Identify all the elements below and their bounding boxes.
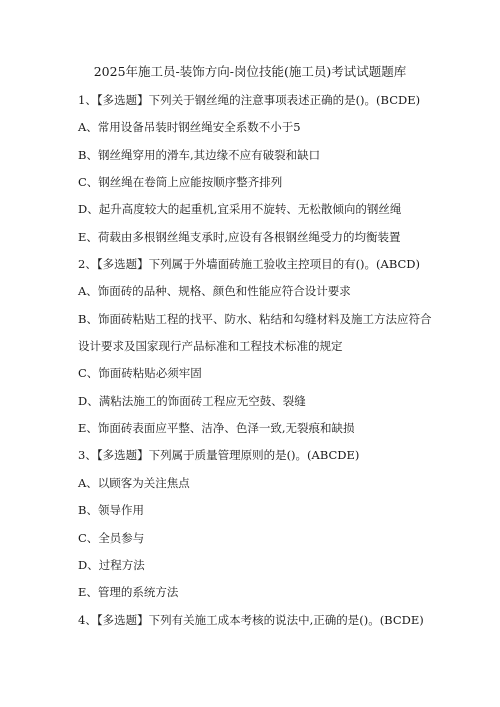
- question-3-option-b: B、领导作用: [78, 503, 144, 518]
- question-3-option-c: C、全员参与: [78, 530, 145, 545]
- question-2-option-e: E、饰面砖表面应平整、洁净、色泽一致,无裂痕和缺损: [78, 421, 355, 436]
- question-2-option-d: D、满粘法施工的饰面砖工程应无空鼓、裂缝: [78, 393, 306, 408]
- question-1-stem: 1、【多选题】下列关于钢丝绳的注意事项表述正确的是()。(BCDE): [78, 93, 421, 107]
- question-2-option-c: C、饰面砖粘贴必须牢固: [78, 366, 202, 381]
- question-4-stem: 4、【多选题】下列有关施工成本考核的说法中,正确的是()。(BCDE): [78, 612, 424, 627]
- question-list: [78, 92, 438, 639]
- question-1-option-c: C、钢丝绳在卷筒上应能按顺序整齐排列: [78, 175, 283, 190]
- question-2-option-b: B、饰面砖粘贴工程的找平、防水、粘结和勾缝材料及施工方法应符合: [78, 311, 432, 326]
- question-3-stem: 3、【多选题】下列属于质量管理原则的是()。(ABCDE): [78, 448, 360, 463]
- question-1-option-d: D、起升高度较大的起重机,宜采用不旋转、无松散倾向的钢丝绳: [78, 202, 402, 217]
- question-2-option-a: A、饰面砖的品种、规格、颜色和性能应符合设计要求: [78, 284, 351, 299]
- question-2-option-b-continuation: 设计要求及国家现行产品标准和工程技术标准的规定: [78, 339, 343, 354]
- question-1-option-a: A、常用设备吊装时钢丝绳安全系数不小于5: [78, 120, 301, 135]
- question-3-option-e: E、管理的系统方法: [78, 585, 179, 600]
- question-1-option-e: E、荷载由多根钢丝绳支承时,应设有各根钢丝绳受力的均衡装置: [78, 229, 401, 244]
- question-3-option-a: A、以顾客为关注焦点: [78, 475, 190, 490]
- question-3-option-d: D、过程方法: [78, 557, 145, 572]
- question-1-option-b: B、钢丝绳穿用的滑车,其边缘不应有破裂和缺口: [78, 147, 321, 162]
- question-2-stem: 2、【多选题】下列属于外墙面砖施工验收主控项目的有()。(ABCD): [78, 257, 420, 272]
- document-title: 2025年施工员-装饰方向-岗位技能(施工员)考试试题题库: [93, 64, 407, 79]
